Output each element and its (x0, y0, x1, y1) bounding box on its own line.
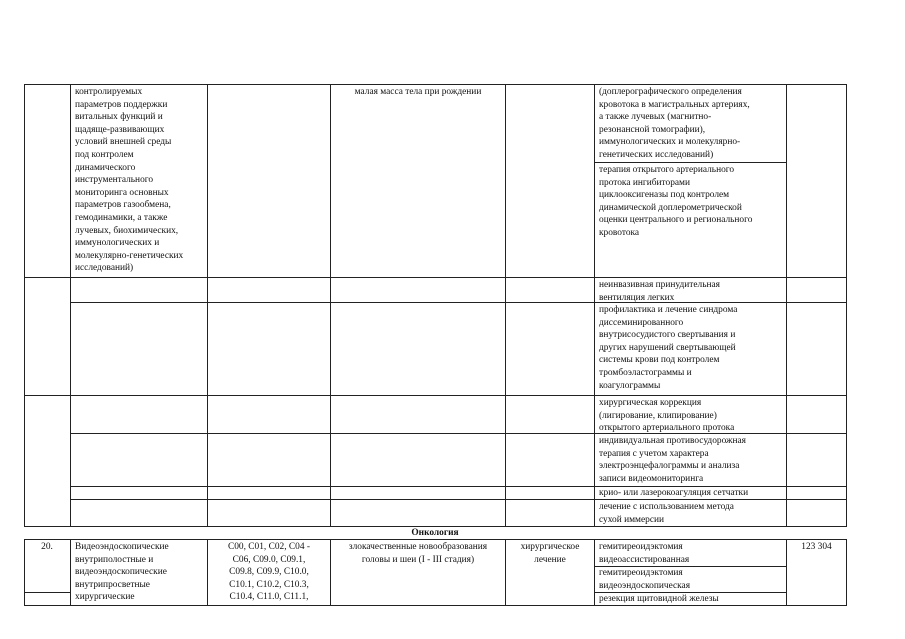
patient-model: малая масса тела при рождении (354, 87, 482, 97)
method-item: профилактика и лечение синдрома диссеминированного внутрисосудистого свертывания и других нарушений свертывающей системы крови под контролем тромбоэластограммы и коагулограммы (599, 305, 738, 391)
row-number: 20. (41, 542, 53, 552)
table-left-border (24, 84, 25, 527)
column-divider (594, 84, 595, 527)
method-item: индивидуальная противосудорожная терапия с учетом характера электроэнцефалограммы и анализа записи видеомониторинга (599, 436, 746, 484)
cost-value: 123 304 (801, 542, 832, 552)
column-divider (70, 84, 71, 527)
row-divider (24, 395, 846, 396)
method-item: крио- или лазерокоагуляция сетчатки (599, 488, 749, 498)
method-item: неинвазивная принудительная вентиляция легких (599, 280, 720, 303)
icd-codes: С00, С01, С02, С04 - С06, С09.0, С09.1, С09.8, С09.9, С10.0, С10.1, С10.2, С10.3, С10.4, С11.0, С11.1, (227, 542, 311, 603)
table-right-border (846, 84, 847, 527)
treatment-type: хирургическое лечение (520, 542, 580, 565)
method-item: (доплерографического определения кровотока в магистральных артериях, а также лучевых (магнитно- резонансной томографии), иммунологических и молекулярно- генетических исследований) (599, 87, 750, 160)
column-divider (786, 84, 787, 527)
column-divider (505, 84, 506, 527)
row-divider (24, 592, 70, 593)
table-right-border (846, 539, 847, 606)
column-divider (594, 539, 595, 606)
column-divider (207, 84, 208, 527)
row-divider (594, 162, 786, 163)
method-item: терапия открытого артериального протока ингибиторами циклооксигеназы под контролем динамической доплерометрической оценки центрального и регионального кровотока (599, 165, 753, 238)
patient-model: злокачественные новообразования головы и шеи (I - III стадия) (348, 542, 488, 565)
method-name-continued: контролируемых параметров поддержки витальных функций и щадяще-развивающих условий внешней среды под контролем динамического инструментального мониторинга основных параметров газообмена, гемодинамики, а также лучевых, биохимических, иммунологических и молекулярно-генетических исследований) (75, 87, 184, 274)
method-item: резекция щитовидной железы (599, 594, 719, 604)
section-title: Онкология (411, 528, 459, 538)
row-divider (24, 277, 846, 278)
method-item: гемитиреоидэктомия видеоассистированная (599, 542, 690, 565)
method-group-name: Видеоэндоскопические внутриполостные и видеоэндоскопические внутрипросветные хирургические (75, 542, 169, 603)
table-top-border (24, 84, 846, 85)
column-divider (330, 84, 331, 527)
method-item: гемитиреоидэктомия видеоэндоскопическая (599, 568, 691, 591)
method-item: хирургическая коррекция (лигирование, клипирование) открытого артериального протока (599, 398, 735, 434)
column-divider (70, 539, 71, 606)
method-item: лечение с использованием метода сухой иммерсии (599, 502, 734, 525)
